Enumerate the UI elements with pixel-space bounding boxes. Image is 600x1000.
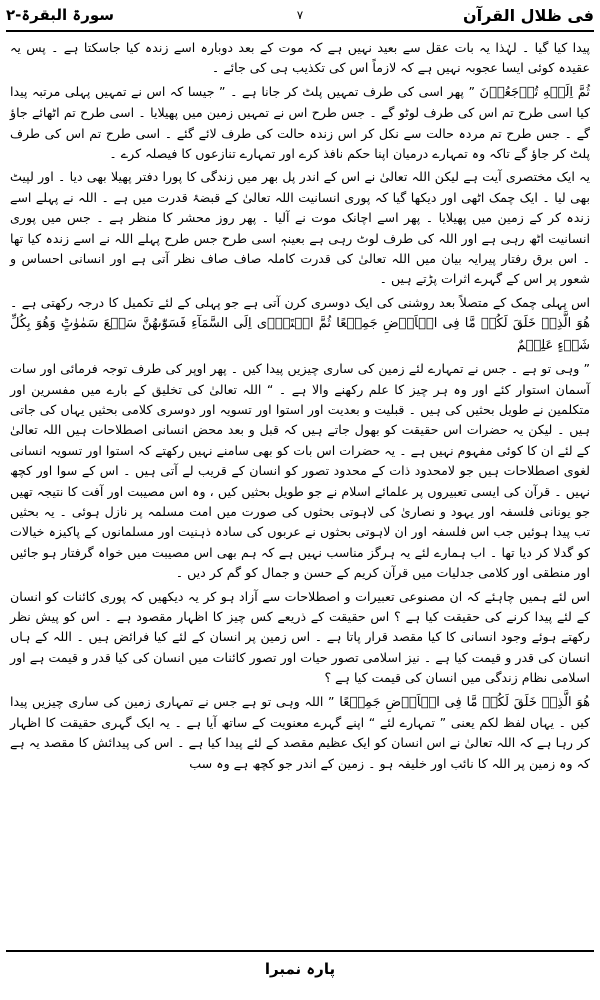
paragraph-1: پیدا کیا گیا ۔ لہٰذا یہ بات عقل سے بعید نہیں ہے کہ موت کے بعد دوبارہ اسے زندہ کیا جاسکتا ہے ۔ پس یہ عقیدہ کوئی ایسا عجوبہ نہیں ہے کہ لازماً اس کی تکذیب ہی کی جائے ۔: [10, 40, 590, 76]
page-number: ۷: [296, 8, 304, 22]
quran-verse: هُوَ الَّذِىۡ خَلَقَ لَكُمۡ مَّا فِى الۡاَرۡضِ جَمِيۡعًا: [339, 694, 590, 710]
paragraph-7: هُوَ الَّذِىۡ خَلَقَ لَكُمۡ مَّا فِى الۡاَرۡضِ جَمِيۡعًا ” اللہ وہی تو ہے جس نے تمہاری زمین کی ساری چیزیں پیدا کیں ۔ یہاں لفظ لکم یعنی ” تمہارے لئے “ اپنے گہرے معنویت کے ساتھ آیا ہے ۔ یہ ایک گہری حقیقت کا اظہار کر رہا ہے کہ اللہ تعالیٰ نے اس انسان کو ایک عظیم مقصد کے لئے پیدا کیا ہے ۔ اس کی پیدائش کا مقصد یہ ہے کہ وہ زمین پر اللہ کا نائب اور خلیفہ ہو ۔ زمین کے اندر جو کچھ ہے وہ سب: [10, 693, 590, 771]
page-header: [0, 6, 600, 28]
paragraph-4: اس پہلی چمک کے متصلاً بعد روشنی کی ایک دوسری کرن آتی ہے جو پہلی کے لئے تکمیل کا درجہ رکھتی ہے ۔ هُوَ الَّذِىۡ خَلَقَ لَكُمۡ مَّا فِى الۡاَرۡضِ جَمِيۡعًا ثُمَّ اسۡتَوٰۤى اِلَى السَّمَآءِ فَسَوّٰٮهُنَّ سَبۡعَ سَمٰوٰتٍ‌ؕ وَهُوَ بِكُلِّ شَىۡءٍ عَلِيۡمٌ: [10, 294, 590, 353]
page-body: [10, 38, 590, 777]
paragraph-2: ثُمَّ اِلَيۡهِ تُرۡجَعُوۡنَ ” پھر اسی کی طرف تمہیں پلٹ کر جانا ہے ۔ ” جیسا کہ اس نے تمہیں پہلی مرتبہ پیدا کیا اسی طرح تم اس کی طرف لوٹو گے ۔ جس طرح اس نے تمہیں زمین میں پھیلایا ۔ اسی طرح تم اٹھائے جاؤ گے ۔ جس طرح تم مردہ حالت سے نکل کر اس زندہ حالت کی طرف لائے گئے ۔ اسی طرح تم اس کی طرف پلٹ کر جاؤ گے تاکہ وہ تمہارے درمیان اپنا حکم نافذ کرے اور تمہارے تنازعوں کا فیصلہ کرے ۔: [10, 83, 590, 162]
paragraph-3: یہ ایک مختصری آیت ہے لیکن اللہ تعالیٰ نے اس کے اندر پل بھر میں زندگی کا پورا دفتر پھیلا بھی دیا ۔ اور لپیٹ بھی لیا ۔ ایک چمک اٹھی اور دیکھا گیا کہ پوری انسانیت اللہ تعالیٰ کے قبضۂ قدرت میں ہے ۔ اللہ نے پہلے اسے زندہ کر کے زمین میں پھیلایا ۔ پھر اسے اچانک موت نے آلیا ۔ پھر روز محشر کا منظر ہے ۔ جس میں پوری انسانیت اٹھ رہی ہے اور اللہ کی طرف لوٹ رہی ہے بعینہٖ اسی طرح جس طرح پہلے اللہ نے اسے زندہ کیا تھا ۔ اس برق رفتار پیرایہ بیان میں اللہ تعالیٰ کی قدرت کاملہ صاف صاف نظر آتی ہے اور انسانی احساس و شعور پر اس کے گہرے اثرات پڑتے ہیں ۔: [10, 169, 590, 287]
paragraph-5: ” وہی تو ہے ۔ جس نے تمہارے لئے زمین کی ساری چیزیں پیدا کیں ۔ پھر اوپر کی طرف توجہ فرمائی اور سات آسمان استوار کئے اور وہ ہر چیز کا علم رکھنے والا ہے ۔ “ اللہ تعالیٰ کی تخلیق کے بارے میں مفسرین اور متکلمین نے طویل بحثیں کی ہیں ۔ قبلیت و بعدیت اور استوا اور تسویہ اور دوسری کلامی بحثیں یہاں کی جاتی ہیں ۔ لیکن یہ حضرات اس حقیقت کو بھول جاتے ہیں کہ قبل و بعد محض انسانی اصطلاحات ہیں اللہ تعالیٰ کے لئے ان کا کوئی مفہوم نہیں ہے ۔ یہ حضرات اس بات کو بھی سامنے نہیں رکھتے کہ استوا اور تسویہ انسانی لغوی اصطلاحات ہیں جو لامحدود ذات کے محدود تصور کو انسان کے قریب لے آتی ہیں ۔ اس کے سوا اور کچھ نہیں ۔ قرآن کی ایسی تعبیروں پر علمائے اسلام نے جو طویل بحثیں کیں ، وہ اس مصیبت اور آفت کا نتیجہ تھیں جو یونانی فلسفہ اور یہود و نصاریٰ کی لاہوتی بحثوں کی صورت میں امت مسلمہ پر نازل ہوئی ۔ یہ بحثیں تب پیدا ہوئیں جب اس فلسفہ اور ان لاہوتی بحثوں نے عربوں کی سادہ ذہنیت اور مسلمانوں کے پاکیزہ خیالات کو گدلا کر دیا تھا ۔ اب ہمارے لئے یہ ہرگز مناسب نہیں ہے کہ ہم بھی اس مصیبت میں خواہ گرفتار ہو جائیں اور منطقی اور کلامی جدلیات میں قرآن کریم کے حسن و جمال کو گم کر دیں ۔: [10, 361, 590, 581]
book-title: فی ظلال القرآن: [462, 6, 594, 25]
surah-name: سورۃ البقرۃ-۲: [6, 6, 114, 24]
quran-verse: هُوَ الَّذِىۡ خَلَقَ لَكُمۡ مَّا فِى الۡاَرۡضِ جَمِيۡعًا ثُمَّ اسۡتَوٰۤى اِلَى السَّمَآءِ فَسَوّٰٮهُنَّ سَبۡعَ سَمٰوٰتٍ‌ؕ وَهُوَ بِكُلِّ شَىۡءٍ عَلِيۡمٌ: [10, 316, 590, 353]
header-rule: [6, 30, 594, 32]
footer-rule: [6, 950, 594, 952]
paragraph-6: اس لئے ہمیں چاہئے کہ ان مصنوعی تعبیرات و اصطلاحات سے آزاد ہو کر یہ دیکھیں کہ پوری کائنات کو انسان کے لئے پیدا کرنے کی حقیقت کیا ہے ؟ اس حقیقت کے ذریعے کس چیز کا اظہار مقصود ہے ۔ اس کو پیش نظر رکھتے ہوئے وجود انسانی کا کیا مقصد قرار پاتا ہے ۔ اس زمین پر انسان کے لئے کیا فرائض ہیں ۔ اللہ کے ہاں انسان کی قدر و قیمت کیا ہے ۔ نیز اسلامی تصور حیات اور تصور کائنات میں انسان کی کیا قدر و قیمت ہے اور اسلامی نظام زندگی میں انسان کی قیمت کیا ہے ؟: [10, 588, 590, 686]
quran-verse: ثُمَّ اِلَيۡهِ تُرۡجَعُوۡنَ: [479, 84, 590, 100]
para-number: پارہ نمبرا: [264, 960, 336, 978]
